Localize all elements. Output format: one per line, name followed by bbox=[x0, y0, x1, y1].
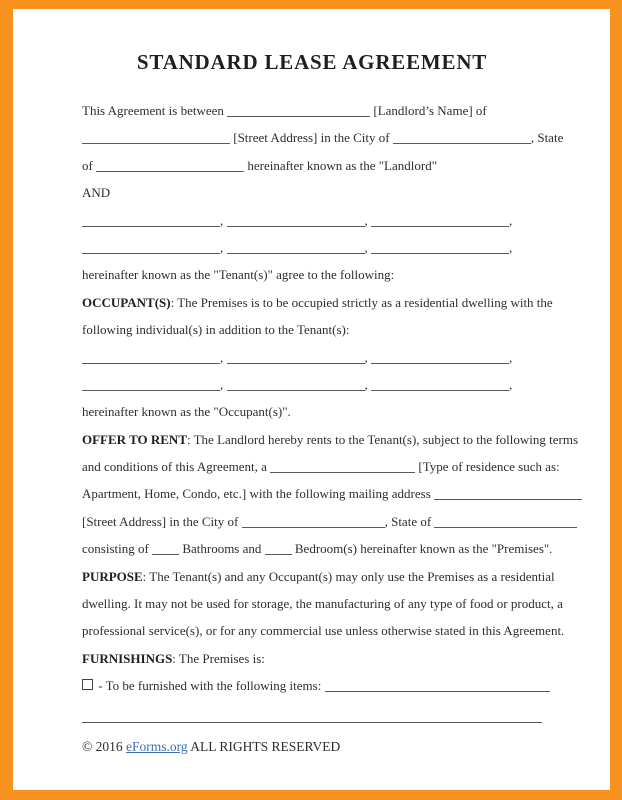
line-offer-3 bbox=[82, 480, 542, 507]
blank-field[interactable] bbox=[371, 250, 509, 254]
doc-text: AND bbox=[82, 185, 111, 201]
blank-field[interactable] bbox=[371, 360, 509, 364]
blank-field[interactable] bbox=[393, 140, 531, 144]
doc-text: , bbox=[220, 239, 227, 255]
line-occupant-blanks-2 bbox=[82, 371, 542, 398]
doc-text: hereinafter known as the "Tenant(s)" agree to the following: bbox=[82, 267, 395, 283]
doc-lines bbox=[82, 97, 579, 700]
section-label: OFFER TO RENT bbox=[82, 431, 187, 447]
blank-field[interactable] bbox=[371, 223, 509, 227]
doc-text: [Landlord’s Name] of bbox=[370, 103, 487, 118]
line-tenant-blanks-2 bbox=[82, 234, 542, 261]
doc-text: consisting of bbox=[82, 541, 153, 557]
doc-text: : The Premises is to be occupied strictly as a residential dwelling with the bbox=[170, 294, 553, 310]
line-furnishings bbox=[82, 645, 542, 672]
doc-text: professional service(s), or for any commercial use unless otherwise stated in this Agreement. bbox=[82, 623, 565, 639]
doc-text: hereinafter known as the "Landlord" bbox=[244, 157, 437, 173]
document-title: STANDARD LEASE AGREEMENT bbox=[136, 50, 488, 74]
line-purpose-1 bbox=[82, 563, 555, 590]
blank-field[interactable] bbox=[242, 524, 385, 528]
doc-text: , bbox=[364, 212, 371, 228]
doc-text: Bathrooms and bbox=[179, 541, 265, 557]
line-occupant-clause bbox=[82, 398, 542, 425]
furnished-checkbox[interactable] bbox=[82, 679, 93, 690]
doc-text: hereinafter known as the "Occupant(s)". bbox=[82, 404, 291, 420]
line-offer-4 bbox=[82, 508, 542, 535]
line-purpose-2 bbox=[82, 590, 563, 617]
blank-field[interactable] bbox=[371, 387, 509, 391]
doc-text: dwelling. It may not be used for storage, the manufacturing of any type of food or product, a bbox=[82, 596, 563, 612]
line-tenant-blanks-1 bbox=[82, 207, 542, 234]
doc-text: , bbox=[220, 376, 227, 392]
doc-text: , bbox=[509, 212, 513, 228]
blank-field[interactable] bbox=[82, 140, 230, 144]
line-furnished-checkbox bbox=[82, 672, 542, 699]
section-label: OCCUPANT(S) bbox=[82, 294, 171, 310]
line-offer-1 bbox=[82, 426, 579, 453]
eforms-link[interactable]: eForms.org bbox=[126, 738, 188, 754]
doc-text: , bbox=[220, 349, 227, 365]
doc-text: : The Landlord hereby rents to the Tenant(s), subject to the following terms bbox=[186, 431, 579, 447]
blank-field[interactable] bbox=[227, 360, 365, 364]
blank-field[interactable] bbox=[82, 223, 220, 227]
doc-text: of bbox=[82, 157, 97, 173]
blank-field[interactable] bbox=[227, 250, 365, 254]
blank-field[interactable] bbox=[82, 250, 220, 254]
line-tenant-clause bbox=[82, 261, 542, 288]
blank-field[interactable] bbox=[270, 469, 415, 473]
rights-text: ALL RIGHTS RESERVED bbox=[187, 738, 341, 754]
line-landlord-address bbox=[82, 124, 564, 151]
doc-text: , bbox=[509, 239, 513, 255]
line-parties-intro bbox=[82, 97, 542, 124]
line-occupants-1 bbox=[82, 289, 553, 316]
blank-field[interactable] bbox=[82, 387, 220, 391]
doc-text: : The Premises is: bbox=[172, 650, 265, 666]
doc-text: , bbox=[364, 376, 371, 392]
document-page bbox=[13, 9, 610, 790]
doc-text: , bbox=[509, 376, 513, 392]
line-landlord-state bbox=[82, 152, 542, 179]
line-offer-2 bbox=[82, 453, 560, 480]
doc-text: [Street Address] in the City of bbox=[82, 513, 242, 529]
blank-field[interactable] bbox=[434, 496, 582, 500]
doc-text: , bbox=[509, 349, 513, 365]
blank-field[interactable] bbox=[227, 113, 370, 117]
footer-divider bbox=[82, 722, 542, 723]
section-label: FURNISHINGS bbox=[82, 650, 173, 666]
blank-field[interactable] bbox=[82, 360, 220, 364]
line-occupants-2 bbox=[82, 316, 542, 343]
doc-text: Bedroom(s) hereinafter known as the "Premises". bbox=[291, 541, 553, 557]
blank-field[interactable] bbox=[227, 387, 365, 391]
doc-text: : The Tenant(s) and any Occupant(s) may only use the Premises as a residential bbox=[142, 568, 555, 584]
doc-text: [Type of residence such as: bbox=[415, 459, 560, 475]
lease-agreement-document bbox=[82, 45, 579, 760]
line-and bbox=[82, 179, 542, 206]
doc-text: , bbox=[364, 349, 371, 365]
line-purpose-3 bbox=[82, 617, 565, 644]
doc-text: , bbox=[364, 239, 371, 255]
copyright-text: © 2016 bbox=[82, 738, 127, 754]
doc-text: , State bbox=[530, 130, 564, 146]
blank-field[interactable] bbox=[152, 551, 179, 555]
doc-text: [Street Address] in the City of bbox=[230, 130, 393, 146]
footer bbox=[82, 733, 542, 760]
doc-text: following individual(s) in addition to the Tenant(s): bbox=[82, 322, 350, 338]
doc-text: , bbox=[220, 212, 227, 228]
blank-field[interactable] bbox=[325, 688, 550, 692]
blank-field[interactable] bbox=[265, 551, 292, 555]
section-label: PURPOSE bbox=[82, 568, 143, 584]
blank-field[interactable] bbox=[96, 168, 244, 172]
line-offer-5 bbox=[82, 535, 553, 562]
line-occupant-blanks-1 bbox=[82, 344, 542, 371]
doc-text: and conditions of this Agreement, a bbox=[82, 459, 271, 475]
blank-field[interactable] bbox=[434, 524, 577, 528]
doc-text: , State of bbox=[384, 513, 435, 529]
blank-field[interactable] bbox=[227, 223, 365, 227]
doc-text: This Agreement is between bbox=[82, 103, 228, 118]
doc-text: - To be furnished with the following items: bbox=[95, 678, 325, 694]
doc-text: Apartment, Home, Condo, etc.] with the following mailing address bbox=[82, 486, 435, 502]
